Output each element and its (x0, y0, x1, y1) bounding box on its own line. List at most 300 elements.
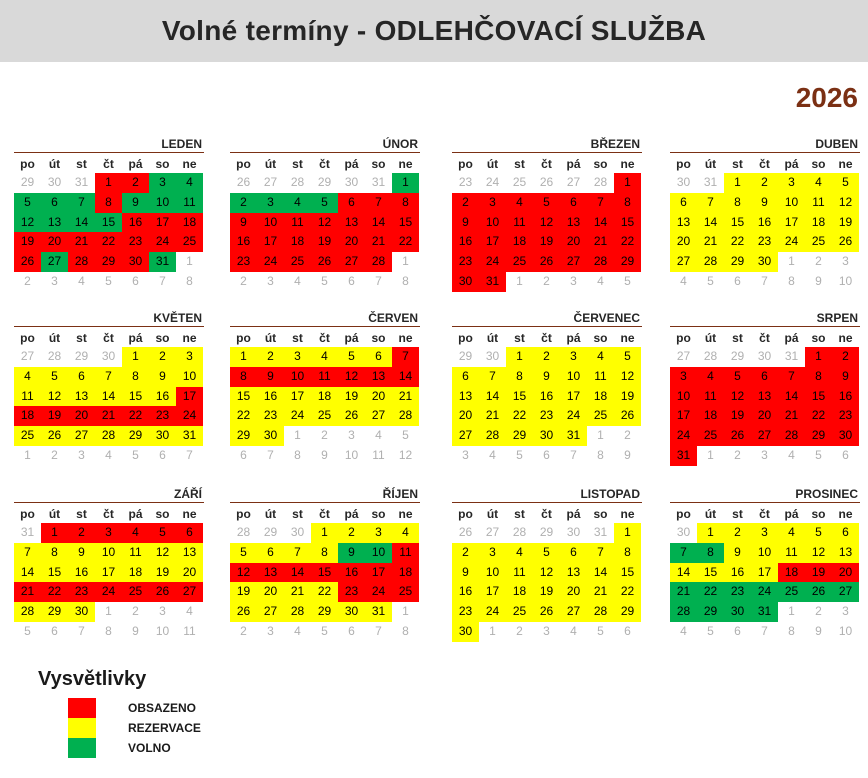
day-cell: 18 (122, 563, 149, 583)
day-cell-adjacent: 5 (624, 273, 631, 288)
day-cell: 9 (533, 367, 560, 387)
day-cell-adjacent: 2 (815, 254, 822, 269)
day-cell: 18 (392, 563, 419, 583)
day-cell: 24 (479, 252, 506, 272)
day-cell-adjacent: 5 (707, 273, 714, 288)
day-cell: 12 (832, 193, 859, 213)
day-cell: 8 (392, 193, 419, 213)
legend-swatch (68, 738, 96, 758)
weekday-label: so (811, 331, 826, 345)
week-row (452, 406, 642, 426)
day-cell-adjacent: 8 (105, 623, 112, 638)
weekday-label: st (292, 331, 303, 345)
day-cell-adjacent: 8 (788, 623, 795, 638)
day-cell: 13 (176, 543, 203, 563)
day-cell: 23 (724, 582, 751, 602)
weekday-label: čt (541, 507, 552, 521)
day-cell-adjacent: 2 (321, 428, 328, 443)
day-cell: 24 (751, 582, 778, 602)
day-cell: 18 (284, 232, 311, 252)
weekday-label: so (371, 157, 386, 171)
day-cell: 26 (41, 426, 68, 446)
day-cell: 25 (506, 252, 533, 272)
month-divider (14, 152, 204, 153)
month-name: PROSINEC (795, 487, 858, 501)
day-cell-adjacent: 6 (348, 623, 355, 638)
day-cell-adjacent: 28 (512, 525, 527, 539)
day-cell-adjacent: 1 (707, 447, 714, 462)
day-cell-adjacent: 3 (267, 273, 274, 288)
day-cell: 25 (284, 252, 311, 272)
weekday-label: čt (319, 157, 330, 171)
month-7 (452, 310, 642, 466)
day-cell: 9 (338, 543, 365, 563)
day-cell: 5 (338, 347, 365, 367)
day-cell: 23 (338, 582, 365, 602)
weekday-label: so (155, 507, 170, 521)
week-row (14, 543, 204, 563)
week-row (14, 523, 204, 543)
week-row (230, 582, 420, 602)
day-cell-adjacent: 2 (734, 447, 741, 462)
day-cell: 13 (257, 563, 284, 583)
day-cell: 26 (832, 232, 859, 252)
day-cell-adjacent: 30 (757, 349, 772, 363)
day-cell: 28 (670, 602, 697, 622)
day-cell-adjacent: 4 (570, 623, 577, 638)
day-cell: 2 (338, 523, 365, 543)
day-cell: 19 (14, 232, 41, 252)
day-cell: 17 (95, 563, 122, 583)
day-cell: 1 (614, 523, 641, 543)
weekday-label: ne (182, 331, 197, 345)
legend-label: REZERVACE (128, 721, 201, 735)
day-cell: 16 (338, 563, 365, 583)
week-row (14, 582, 204, 602)
day-cell: 10 (176, 367, 203, 387)
day-cell: 21 (95, 406, 122, 426)
day-cell: 23 (452, 602, 479, 622)
day-cell: 7 (587, 543, 614, 563)
day-cell: 4 (176, 173, 203, 193)
day-cell: 22 (506, 406, 533, 426)
day-cell: 30 (149, 426, 176, 446)
day-cell: 15 (311, 563, 338, 583)
day-cell: 11 (778, 543, 805, 563)
day-cell: 9 (724, 543, 751, 563)
day-cell: 22 (614, 232, 641, 252)
day-cell-adjacent: 31 (371, 175, 386, 189)
day-cell: 17 (365, 563, 392, 583)
day-cell-adjacent: 9 (815, 623, 822, 638)
day-cell: 8 (41, 543, 68, 563)
day-cell: 19 (533, 582, 560, 602)
day-cell: 16 (68, 563, 95, 583)
month-name: ČERVEN (368, 311, 418, 325)
day-cell: 15 (41, 563, 68, 583)
week-row (670, 426, 860, 446)
day-cell-adjacent: 30 (101, 349, 116, 363)
day-cell: 26 (805, 582, 832, 602)
legend-swatch (68, 718, 96, 738)
day-cell: 15 (506, 387, 533, 407)
day-cell: 3 (176, 347, 203, 367)
week-row (230, 543, 420, 563)
day-cell: 21 (670, 582, 697, 602)
day-cell: 29 (95, 252, 122, 272)
weekday-label: po (458, 507, 473, 521)
day-cell: 19 (614, 387, 641, 407)
week-row (452, 426, 642, 446)
day-cell: 22 (311, 582, 338, 602)
month-name: ČERVENEC (573, 311, 640, 325)
day-cell: 14 (587, 213, 614, 233)
day-cell-adjacent: 4 (105, 447, 112, 462)
day-cell: 4 (697, 367, 724, 387)
day-cell: 25 (506, 602, 533, 622)
weekday-header (670, 505, 860, 523)
day-cell: 20 (176, 563, 203, 583)
day-cell-adjacent: 29 (317, 175, 332, 189)
day-cell: 23 (122, 232, 149, 252)
weekday-label: so (371, 331, 386, 345)
day-cell-adjacent: 3 (842, 604, 849, 619)
weekday-label: pá (566, 331, 581, 345)
day-cell-adjacent: 30 (290, 525, 305, 539)
legend-item (68, 698, 197, 718)
day-cell: 2 (68, 523, 95, 543)
week-row (14, 426, 204, 446)
day-cell: 30 (751, 252, 778, 272)
day-cell: 3 (257, 193, 284, 213)
day-cell: 11 (176, 193, 203, 213)
weekday-label: pá (566, 157, 581, 171)
month-divider (14, 326, 204, 327)
day-cell: 21 (479, 406, 506, 426)
day-cell: 9 (149, 367, 176, 387)
day-cell: 22 (122, 406, 149, 426)
day-cell-adjacent: 30 (47, 175, 62, 189)
weekday-label: ne (620, 507, 635, 521)
day-cell: 21 (587, 582, 614, 602)
day-cell: 21 (392, 387, 419, 407)
day-cell: 3 (670, 367, 697, 387)
day-cell: 10 (284, 367, 311, 387)
day-cell: 27 (41, 252, 68, 272)
month-name: LISTOPAD (580, 487, 640, 501)
day-cell: 29 (506, 426, 533, 446)
week-row (230, 602, 420, 622)
day-cell: 4 (122, 523, 149, 543)
day-cell: 29 (614, 252, 641, 272)
day-cell: 8 (614, 543, 641, 563)
week-row (14, 347, 204, 367)
day-cell: 13 (670, 213, 697, 233)
day-cell: 19 (338, 387, 365, 407)
week-row (452, 252, 642, 272)
week-row (14, 173, 204, 193)
day-cell: 18 (14, 406, 41, 426)
day-cell-adjacent: 6 (132, 273, 139, 288)
day-cell: 13 (365, 367, 392, 387)
week-row (230, 563, 420, 583)
day-cell: 5 (533, 193, 560, 213)
weekday-label: ne (182, 157, 197, 171)
day-cell: 4 (14, 367, 41, 387)
weekday-header (230, 505, 420, 523)
day-cell-adjacent: 2 (240, 273, 247, 288)
day-cell: 6 (41, 193, 68, 213)
day-cell: 23 (230, 252, 257, 272)
weekday-label: čt (103, 331, 114, 345)
day-cell: 22 (95, 232, 122, 252)
day-cell: 20 (68, 406, 95, 426)
month-9 (14, 486, 204, 642)
day-cell: 17 (560, 387, 587, 407)
month-name: BŘEZEN (590, 137, 640, 151)
day-cell: 2 (122, 173, 149, 193)
day-cell: 25 (176, 232, 203, 252)
week-row (230, 272, 420, 292)
day-cell: 24 (778, 232, 805, 252)
day-cell: 4 (284, 193, 311, 213)
day-cell: 25 (122, 582, 149, 602)
day-cell: 7 (284, 543, 311, 563)
day-cell: 12 (230, 563, 257, 583)
day-cell: 3 (284, 347, 311, 367)
day-cell-adjacent: 2 (624, 428, 631, 443)
weekday-label: po (20, 507, 35, 521)
day-cell: 17 (257, 232, 284, 252)
day-cell-adjacent: 4 (597, 273, 604, 288)
day-cell: 23 (533, 406, 560, 426)
day-cell: 30 (452, 272, 479, 292)
weekday-label: po (676, 507, 691, 521)
week-row (14, 387, 204, 407)
day-cell-adjacent: 28 (47, 349, 62, 363)
weekday-label: st (292, 157, 303, 171)
day-cell-adjacent: 5 (321, 623, 328, 638)
day-cell: 18 (805, 213, 832, 233)
month-divider (230, 326, 420, 327)
week-row (452, 232, 642, 252)
day-cell: 1 (724, 173, 751, 193)
day-cell: 20 (365, 387, 392, 407)
day-cell: 8 (506, 367, 533, 387)
day-cell: 3 (149, 173, 176, 193)
day-cell: 28 (95, 426, 122, 446)
day-cell-adjacent: 4 (680, 623, 687, 638)
day-cell: 12 (724, 387, 751, 407)
day-cell: 3 (560, 347, 587, 367)
day-cell: 19 (832, 213, 859, 233)
month-name: SRPEN (816, 311, 858, 325)
day-cell-adjacent: 30 (485, 349, 500, 363)
day-cell-adjacent: 31 (703, 175, 718, 189)
day-cell: 27 (365, 406, 392, 426)
day-cell: 11 (697, 387, 724, 407)
day-cell-adjacent: 23 (458, 175, 473, 189)
day-cell: 13 (751, 387, 778, 407)
day-cell: 14 (68, 213, 95, 233)
weekday-label: pá (784, 507, 799, 521)
day-cell: 10 (778, 193, 805, 213)
week-row (230, 426, 420, 446)
week-row (670, 387, 860, 407)
day-cell: 18 (176, 213, 203, 233)
day-cell-adjacent: 2 (815, 604, 822, 619)
day-cell: 27 (452, 426, 479, 446)
day-cell-adjacent: 9 (624, 447, 631, 462)
month-name: LEDEN (161, 137, 202, 151)
month-name: ŘÍJEN (382, 487, 418, 501)
day-cell-adjacent: 29 (74, 349, 89, 363)
day-cell: 16 (257, 387, 284, 407)
weekday-label: út (48, 331, 61, 345)
day-cell: 15 (230, 387, 257, 407)
day-cell: 4 (778, 523, 805, 543)
week-row (14, 563, 204, 583)
weekday-label: po (236, 507, 251, 521)
day-cell: 22 (724, 232, 751, 252)
day-cell-adjacent: 4 (375, 428, 382, 443)
day-cell: 30 (122, 252, 149, 272)
day-cell: 14 (778, 387, 805, 407)
day-cell: 28 (479, 426, 506, 446)
legend-label: OBSAZENO (128, 701, 197, 715)
legend-item (68, 718, 201, 738)
month-divider (230, 502, 420, 503)
day-cell-adjacent: 6 (624, 623, 631, 638)
day-cell: 18 (697, 406, 724, 426)
weekday-label: so (371, 507, 386, 521)
day-cell: 25 (14, 426, 41, 446)
day-cell: 16 (230, 232, 257, 252)
day-cell-adjacent: 28 (703, 349, 718, 363)
weekday-label: ne (398, 157, 413, 171)
day-cell-adjacent: 30 (676, 175, 691, 189)
day-cell: 3 (365, 523, 392, 543)
day-cell-adjacent: 27 (566, 175, 581, 189)
day-cell: 21 (587, 232, 614, 252)
day-cell: 29 (697, 602, 724, 622)
day-cell: 6 (257, 543, 284, 563)
day-cell: 23 (751, 232, 778, 252)
day-cell: 14 (365, 213, 392, 233)
day-cell: 4 (587, 347, 614, 367)
weekday-label: so (593, 507, 608, 521)
day-cell: 16 (452, 232, 479, 252)
weekday-label: st (76, 507, 87, 521)
weekday-label: po (20, 157, 35, 171)
month-divider (670, 152, 860, 153)
day-cell: 14 (14, 563, 41, 583)
week-row (14, 446, 204, 466)
day-cell: 7 (670, 543, 697, 563)
week-row (670, 602, 860, 622)
day-cell: 4 (506, 543, 533, 563)
day-cell-adjacent: 29 (458, 349, 473, 363)
day-cell-adjacent: 27 (676, 349, 691, 363)
weekday-label: út (704, 507, 717, 521)
day-cell-adjacent: 8 (294, 447, 301, 462)
day-cell: 10 (479, 563, 506, 583)
weekday-label: st (732, 157, 743, 171)
day-cell: 9 (68, 543, 95, 563)
day-cell: 28 (392, 406, 419, 426)
day-cell-adjacent: 1 (402, 604, 409, 619)
day-cell: 5 (149, 523, 176, 543)
day-cell: 5 (41, 367, 68, 387)
day-cell: 28 (14, 602, 41, 622)
day-cell: 2 (257, 347, 284, 367)
week-row (670, 523, 860, 543)
day-cell: 7 (392, 347, 419, 367)
legend-label: VOLNO (128, 741, 171, 755)
day-cell: 19 (41, 406, 68, 426)
day-cell: 9 (452, 213, 479, 233)
day-cell-adjacent: 1 (597, 428, 604, 443)
weekday-header (14, 155, 204, 173)
weekday-label: po (676, 157, 691, 171)
day-cell-adjacent: 2 (240, 623, 247, 638)
day-cell: 1 (805, 347, 832, 367)
weekday-label: st (76, 157, 87, 171)
day-cell: 30 (724, 602, 751, 622)
day-cell-adjacent: 10 (838, 623, 853, 638)
day-cell-adjacent: 26 (539, 175, 554, 189)
day-cell: 9 (257, 367, 284, 387)
day-cell-adjacent: 2 (543, 273, 550, 288)
day-cell: 24 (176, 406, 203, 426)
day-cell: 11 (587, 367, 614, 387)
day-cell: 27 (832, 582, 859, 602)
weekday-label: čt (103, 157, 114, 171)
day-cell: 2 (724, 523, 751, 543)
day-cell: 14 (392, 367, 419, 387)
day-cell: 12 (41, 387, 68, 407)
day-cell: 29 (724, 252, 751, 272)
title-bar (0, 0, 868, 62)
week-row (670, 173, 860, 193)
day-cell: 24 (95, 582, 122, 602)
day-cell: 5 (14, 193, 41, 213)
week-row (230, 622, 420, 642)
day-cell-adjacent: 3 (51, 273, 58, 288)
day-cell: 1 (41, 523, 68, 543)
day-cell: 26 (533, 252, 560, 272)
week-row (670, 347, 860, 367)
day-cell: 14 (670, 563, 697, 583)
week-row (670, 252, 860, 272)
week-row (670, 582, 860, 602)
weekday-label: út (264, 157, 277, 171)
day-cell: 6 (560, 193, 587, 213)
day-cell: 12 (533, 213, 560, 233)
day-cell-adjacent: 6 (543, 447, 550, 462)
week-row (14, 622, 204, 642)
day-cell: 28 (778, 426, 805, 446)
day-cell: 15 (614, 563, 641, 583)
day-cell-adjacent: 6 (159, 447, 166, 462)
day-cell: 21 (68, 232, 95, 252)
week-row (14, 252, 204, 272)
day-cell: 15 (95, 213, 122, 233)
month-divider (670, 326, 860, 327)
day-cell: 12 (14, 213, 41, 233)
day-cell: 19 (230, 582, 257, 602)
day-cell: 11 (284, 213, 311, 233)
